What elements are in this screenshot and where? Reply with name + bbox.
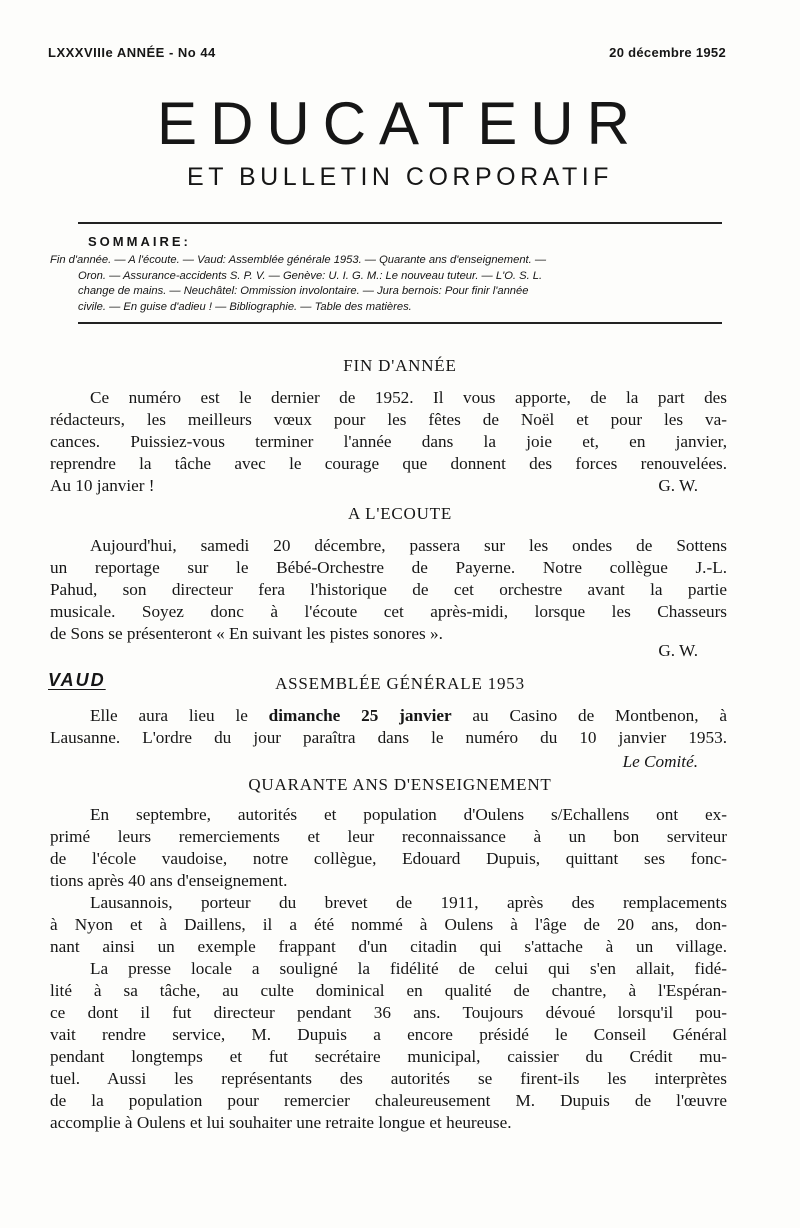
text-line: Ce numéro est le dernier de 1952. Il vous apporte, de la part des — [90, 388, 727, 407]
text-line: un reportage sur le Bébé-Orchestre de Payerne. Notre collègue J.-L. — [50, 558, 727, 577]
bottom-divider — [78, 322, 722, 324]
text-line: La presse locale a souligné la fidélité de celui qui s'en allait, fidé- — [90, 959, 727, 978]
section-heading-fin-annee: FIN D'ANNÉE — [343, 356, 457, 375]
text-line: Lausannois, porteur du brevet de 1911, après des remplacements — [90, 893, 727, 912]
text-line: musicale. Soyez donc à l'écoute cet après-midi, lorsque les Chasseurs — [50, 602, 727, 621]
text-fragment: Elle aura lieu le — [90, 706, 269, 725]
text-line: de Sons se présenteront « En suivant les pistes sonores ». — [50, 624, 443, 643]
section-heading-quarante: QUARANTE ANS D'ENSEIGNEMENT — [248, 775, 552, 794]
text-line: lité à sa tâche, au culte dominical en qualité de chantre, à l'Espéran- — [50, 981, 727, 1000]
signature-comite: Le Comité. — [622, 752, 698, 771]
text-line: Pahud, son directeur fera l'historique de cet orchestre avant la partie — [50, 580, 727, 599]
text-line: tuel. Aussi les représentants des autorités se firent-ils les interprètes — [50, 1069, 727, 1088]
text-line: primé leurs remerciements et leur reconnaissance à un bon serviteur — [50, 827, 727, 846]
sommaire-line: civile. — En guise d'adieu ! — Bibliographie. — Table des matières. — [78, 300, 412, 313]
section-heading-ecoute: A L'ECOUTE — [347, 504, 453, 523]
article-assemblee — [50, 705, 727, 749]
text-line: Au 10 janvier ! — [50, 476, 155, 495]
text-line: En septembre, autorités et population d'Oulens s/Echallens ont ex- — [90, 805, 727, 824]
text-line: de la population pour remercier chaleureusement M. Dupuis de l'œuvre — [50, 1091, 727, 1110]
text-line: vait rendre service, M. Dupuis a encore présidé le Conseil Général — [50, 1025, 727, 1044]
sommaire-line: change de mains. — Neuchâtel: Ommission involontaire. — Jura bernois: Pour finir l'année — [78, 285, 529, 297]
issue-number: LXXXVIIIe ANNÉE - No 44 — [48, 45, 216, 60]
text-line: tions après 40 ans d'enseignement. — [50, 871, 288, 890]
text-line: accomplie à Oulens et lui souhaiter une retraite longue et heureuse. — [50, 1113, 512, 1132]
text-line: pendant longtemps et fut secrétaire municipal, caissier du Crédit mu- — [50, 1047, 727, 1066]
sommaire-line: Fin d'année. — A l'écoute. — Vaud: Assemblée générale 1953. — Quarante ans d'enseignement. — — [50, 254, 547, 266]
text-fragment: au Casino de Montbenon, à — [451, 706, 728, 725]
text-line: Lausanne. L'ordre du jour paraîtra dans le numéro du 10 janvier 1953. — [50, 728, 727, 747]
issue-date: 20 décembre 1952 — [609, 45, 726, 60]
text-line: cances. Puissiez-vous terminer l'année dans la joie et, en janvier, — [50, 432, 727, 451]
section-heading-assemblee: ASSEMBLÉE GÉNÉRALE 1953 — [275, 674, 525, 693]
text-line: rédacteurs, les meilleurs vœux pour les fêtes de Noël et pour les va- — [50, 410, 727, 429]
text-line: reprendre la tâche avec le courage que donnent des forces renouvelées. — [50, 454, 727, 473]
emphasis-date: dimanche 25 janvier — [268, 706, 452, 725]
article-ecoute — [50, 535, 727, 645]
text-line: nant ainsi un exemple frappant d'un citadin qui s'attache à un village. — [50, 937, 727, 956]
top-divider — [78, 222, 722, 224]
masthead-title: EDUCATEUR — [157, 90, 643, 157]
text-line — [50, 705, 727, 727]
article-quarante — [50, 804, 727, 1134]
text-line: Aujourd'hui, samedi 20 décembre, passera sur les ondes de Sottens — [90, 536, 727, 555]
section-label-vaud: VAUD — [48, 670, 106, 690]
masthead-subtitle: ET BULLETIN CORPORATIF — [187, 163, 613, 191]
signature-ecoute: G. W. — [658, 641, 698, 660]
text-line: à Nyon et à Daillens, il a été nommé à Oulens à l'âge de 20 ans, don- — [50, 915, 727, 934]
sommaire-heading: SOMMAIRE: — [88, 234, 191, 249]
sommaire-contents — [50, 253, 726, 315]
text-line: ce dont il fut directeur pendant 36 ans. Toujours dévoué lorsqu'il pou- — [50, 1003, 727, 1022]
text-line: de l'école vaudoise, notre collègue, Edouard Dupuis, quittant ses fonc- — [50, 849, 727, 868]
signature-fin-annee: G. W. — [658, 476, 698, 495]
sommaire-line: Oron. — Assurance-accidents S. P. V. — Genève: U. I. G. M.: Le nouveau tuteur. — L'O. S. L. — [78, 269, 543, 282]
